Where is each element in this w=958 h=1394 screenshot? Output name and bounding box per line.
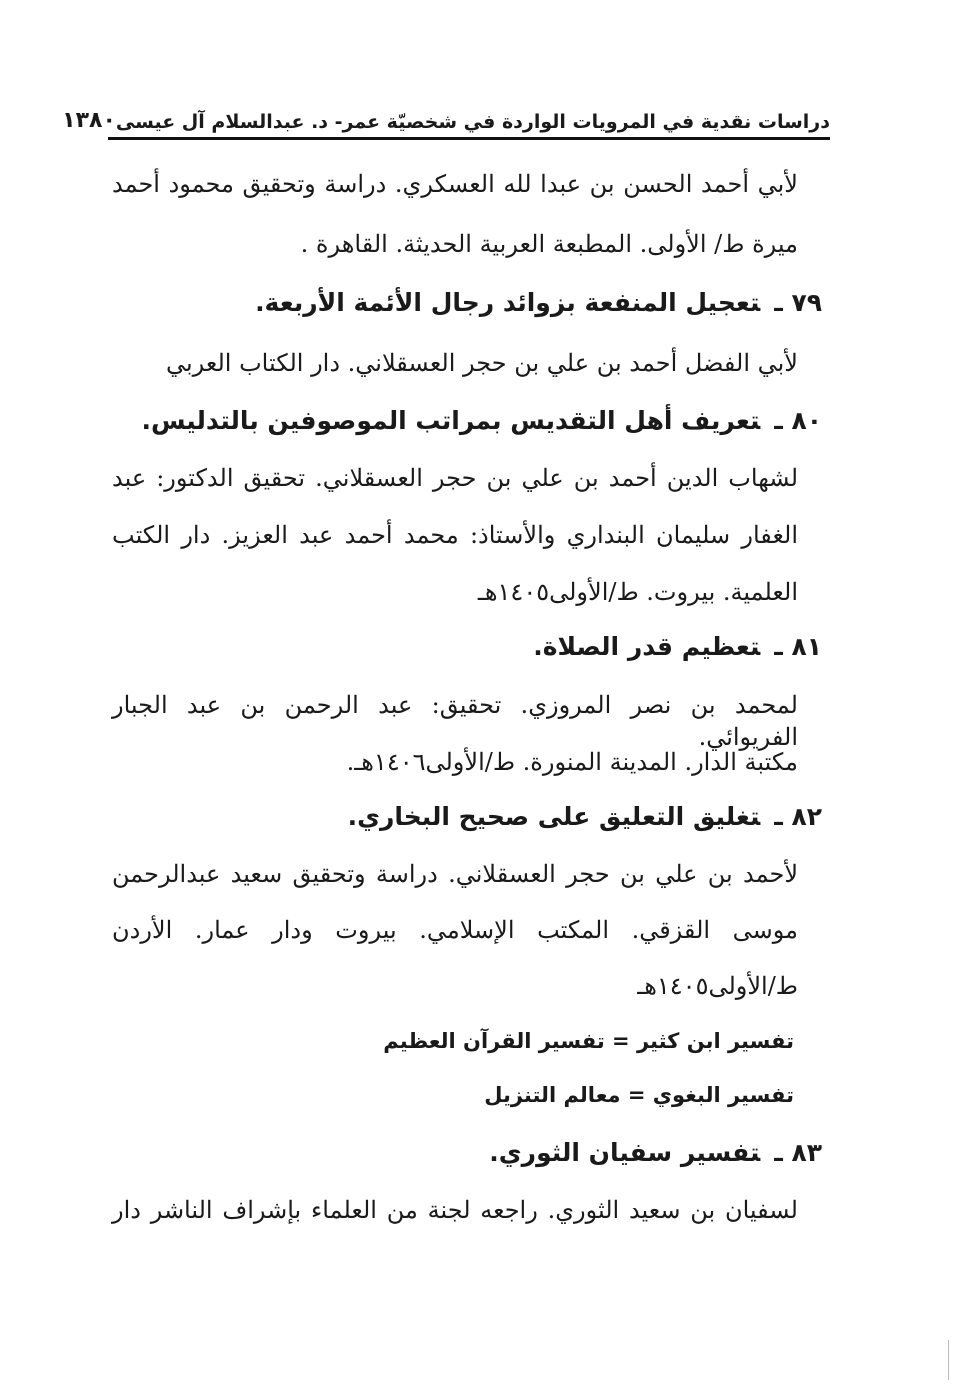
- entry-heading-80: [141, 404, 822, 438]
- reference-line: لأبي الفضل أحمد بن علي بن حجر العسقلاني. دار الكتاب العربي: [165, 349, 798, 377]
- entry-number: ٧٩ ـ: [774, 288, 822, 317]
- reference-line: لمحمد بن نصر المروزي. تحقيق: عبد الرحمن بن عبد الجبار الفريوائي.: [112, 691, 798, 751]
- entry-heading-79: [255, 286, 822, 320]
- cross-reference: تفسير البغوي = معالم التنزيل: [484, 1083, 794, 1107]
- entry-heading-81: [533, 630, 822, 664]
- entry-number: ٨٢ ـ: [774, 802, 822, 831]
- reference-line: موسى القزقي. المكتب الإسلامي. بيروت ودار عمار. الأردن: [112, 916, 798, 944]
- header-title: دراسات نقدية في المرويات الواردة في شخصيّة عمر- د. عبدالسلام آل عيسى: [115, 111, 830, 133]
- entry-title: تغليق التعليق على صحيح البخاري.: [347, 802, 761, 831]
- entry-title: تفسير سفيان الثوري.: [489, 1138, 761, 1167]
- entry-title: تعظيم قدر الصلاة.: [533, 632, 761, 661]
- reference-line: الغفار سليمان البنداري والأستاذ: محمد أحمد عبد العزيز. دار الكتب: [112, 521, 798, 549]
- entry-heading-82: [348, 800, 822, 834]
- reference-line: لأحمد بن علي بن حجر العسقلاني. دراسة وتحقيق سعيد عبدالرحمن: [112, 860, 798, 888]
- running-header: [62, 100, 830, 140]
- entry-number: ٨٠ ـ: [774, 406, 822, 435]
- reference-line: لسفيان بن سعيد الثوري. راجعه لجنة من العلماء بإشراف الناشر دار: [112, 1196, 798, 1224]
- scan-margin-mark: [948, 1340, 949, 1380]
- reference-line: ميرة ط/ الأولى. المطبعة العربية الحديثة. القاهرة .: [300, 230, 798, 258]
- reference-line: لشهاب الدين أحمد بن علي بن حجر العسقلاني. تحقيق الدكتور: عبد: [112, 464, 798, 492]
- entry-title: تعجيل المنفعة بزوائد رجال الأئمة الأربعة.: [255, 288, 761, 317]
- cross-reference: تفسير ابن كثير = تفسير القرآن العظيم: [383, 1029, 794, 1053]
- entry-title: تعريف أهل التقديس بمراتب الموصوفين بالتدليس.: [141, 406, 761, 435]
- entry-heading-83: [489, 1136, 822, 1170]
- reference-line: ط/الأولى١٤٠٥هـ: [637, 972, 798, 1000]
- entry-number: ٨١ ـ: [774, 632, 822, 661]
- reference-line: العلمية. بيروت. ط/الأولى١٤٠٥هـ: [477, 578, 798, 606]
- entry-number: ٨٣ ـ: [774, 1138, 822, 1167]
- reference-line: لأبي أحمد الحسن بن عبدا لله العسكري. دراسة وتحقيق محمود أحمد: [112, 170, 798, 198]
- page-number: ١٣٨٠: [62, 108, 116, 133]
- reference-line: مكتبة الدار. المدينة المنورة. ط/الأولى١٤٠٦هـ.: [346, 748, 798, 776]
